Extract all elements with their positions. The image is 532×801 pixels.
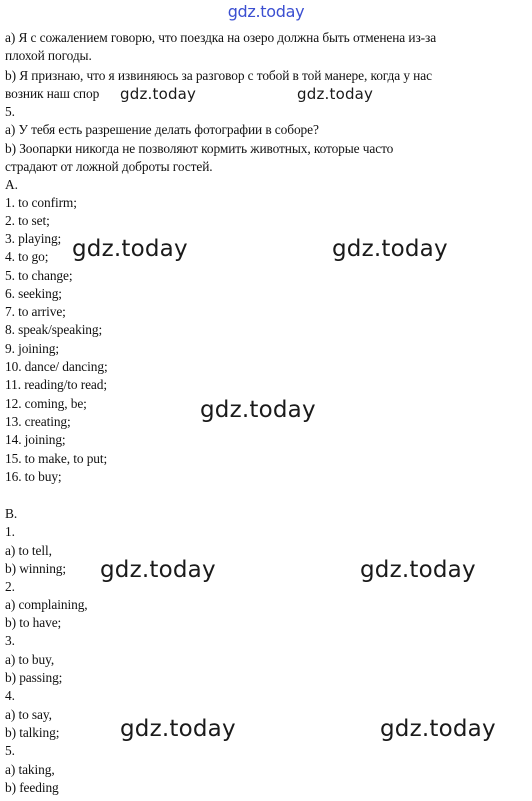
answer-item: b) winning; xyxy=(5,561,67,576)
answer-item: b) passing; xyxy=(5,670,63,685)
answer-item: 15. to make, to put; xyxy=(5,451,108,466)
answer-number: 3. xyxy=(5,633,15,648)
answer-item: 16. to buy; xyxy=(5,469,62,484)
answer-item: 5. to change; xyxy=(5,268,73,283)
text-line: плохой погоды. xyxy=(5,48,92,63)
text-line: a) У тебя есть разрешение делать фотографии в соборе? xyxy=(5,122,319,137)
answer-item: 7. to arrive; xyxy=(5,304,66,319)
watermark: gdz.today xyxy=(72,236,188,262)
answer-item: 1. to confirm; xyxy=(5,195,77,210)
answer-number: 2. xyxy=(5,579,15,594)
text-line: a) Я с сожалением говорю, что поездка на озеро должна быть отменена из-за xyxy=(5,30,437,45)
watermark: gdz.today xyxy=(120,716,236,742)
answer-item: 10. dance/ dancing; xyxy=(5,359,108,374)
answer-item: b) talking; xyxy=(5,725,60,740)
watermark: gdz.today xyxy=(360,557,476,583)
answer-item: 13. creating; xyxy=(5,414,71,429)
answer-item: a) to tell, xyxy=(5,543,52,558)
watermark: gdz.today xyxy=(100,557,216,583)
answer-item: a) complaining, xyxy=(5,597,88,612)
watermark: gdz.today xyxy=(200,397,316,423)
site-logo[interactable]: gdz.today xyxy=(227,2,305,21)
answer-item: a) taking, xyxy=(5,762,55,777)
watermark: gdz.today xyxy=(332,236,448,262)
answer-item: 3. playing; xyxy=(5,231,62,246)
watermark: gdz.today xyxy=(120,85,197,103)
answer-item: b) to have; xyxy=(5,615,62,630)
answer-item: a) to buy, xyxy=(5,652,55,667)
answer-number: 1. xyxy=(5,524,15,539)
text-line: b) Зоопарки никогда не позволяют кормить животных, которые часто xyxy=(5,141,394,156)
section-heading: A. xyxy=(5,177,18,192)
answer-item: 4. to go; xyxy=(5,249,49,264)
answer-item: 11. reading/to read; xyxy=(5,377,107,392)
text-line: возник наш спор xyxy=(5,86,100,101)
answer-item: 2. to set; xyxy=(5,213,50,228)
answer-number: 5. xyxy=(5,743,15,758)
text-line: страдают от ложной доброты гостей. xyxy=(5,159,213,174)
answer-item: 9. joining; xyxy=(5,341,59,356)
text-line: 5. xyxy=(5,104,15,119)
answer-item: 8. speak/speaking; xyxy=(5,322,103,337)
answer-item: 6. seeking; xyxy=(5,286,62,301)
watermark: gdz.today xyxy=(297,85,374,103)
answer-item: 12. coming, be; xyxy=(5,396,87,411)
watermark: gdz.today xyxy=(380,716,496,742)
text-line: b) Я признаю, что я извиняюсь за разговор с тобой в той манере, когда у нас xyxy=(5,68,432,83)
answer-number: 4. xyxy=(5,688,15,703)
answer-item: a) to say, xyxy=(5,707,52,722)
section-heading: B. xyxy=(5,506,18,521)
answer-item: 14. joining; xyxy=(5,432,66,447)
answer-item: b) feeding xyxy=(5,780,59,795)
